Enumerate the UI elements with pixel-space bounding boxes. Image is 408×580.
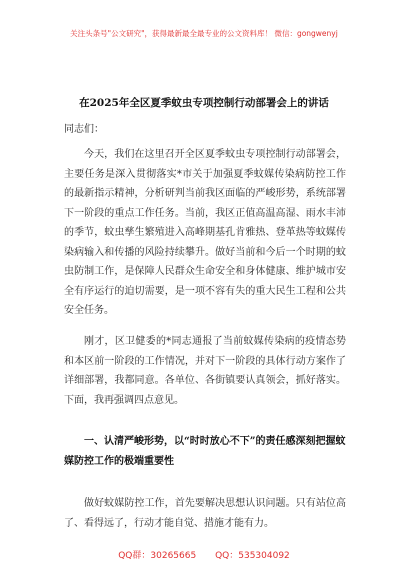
footer-qq-group: QQ群：30265665 bbox=[118, 551, 197, 561]
document-title: 在2025年全区夏季蚊虫专项控制行动部署会上的讲话 bbox=[79, 97, 329, 109]
paragraph-intro: 今天，我们在这里召开全区夏季蚊虫专项控制行动部署会，主要任务是深入贯彻落实*市关于加强夏季蚊媒传染病防控工作的最新指示精神，分析研判当前我区面临的严峻形势，系统部署下一阶段的重点工作任务。当前，我区正值高温高湿、雨水丰沛的季节，蚊虫孳生繁殖进入高峰期基孔肯雅热、登革热等蚊媒传染病输入和传播的风险持续攀升。做好当前和今后一个时期的蚊虫防制工作，是保障人民群众生命安全和身体健康、维护城市安全有序运行的迫切需要，是一项不容有失的重大民生工程和公共安全任务。 bbox=[64, 149, 346, 316]
section-heading-1: 一、认清严峻形势，以“时时放心不下”的责任感深刻把握蚊媒防控工作的极端重要性 bbox=[64, 436, 346, 467]
section-paragraph-1: 做好蚊媒防控工作，首先要解决思想认识问题。只有站位高了、看得远了，行动才能自觉、措施才能有力。 bbox=[64, 498, 346, 529]
paragraph-agenda: 刚才，区卫健委的*同志通报了当前蚊媒传染病的疫情态势和本区前一阶段的工作情况，并对下一阶段的具体行动方案作了详细部署，我都同意。各单位、各街镇要认真领会，抓好落实。下面，我再强调四点意见。 bbox=[64, 336, 346, 406]
header-promo-note: 关注头条号"公文研究"，获得最新最全最专业的公文资料库！ 微信：gongwenyj bbox=[70, 29, 338, 38]
greeting: 同志们： bbox=[64, 124, 104, 135]
footer-qq: QQ：535304092 bbox=[215, 551, 290, 561]
footer-contact bbox=[0, 548, 408, 561]
